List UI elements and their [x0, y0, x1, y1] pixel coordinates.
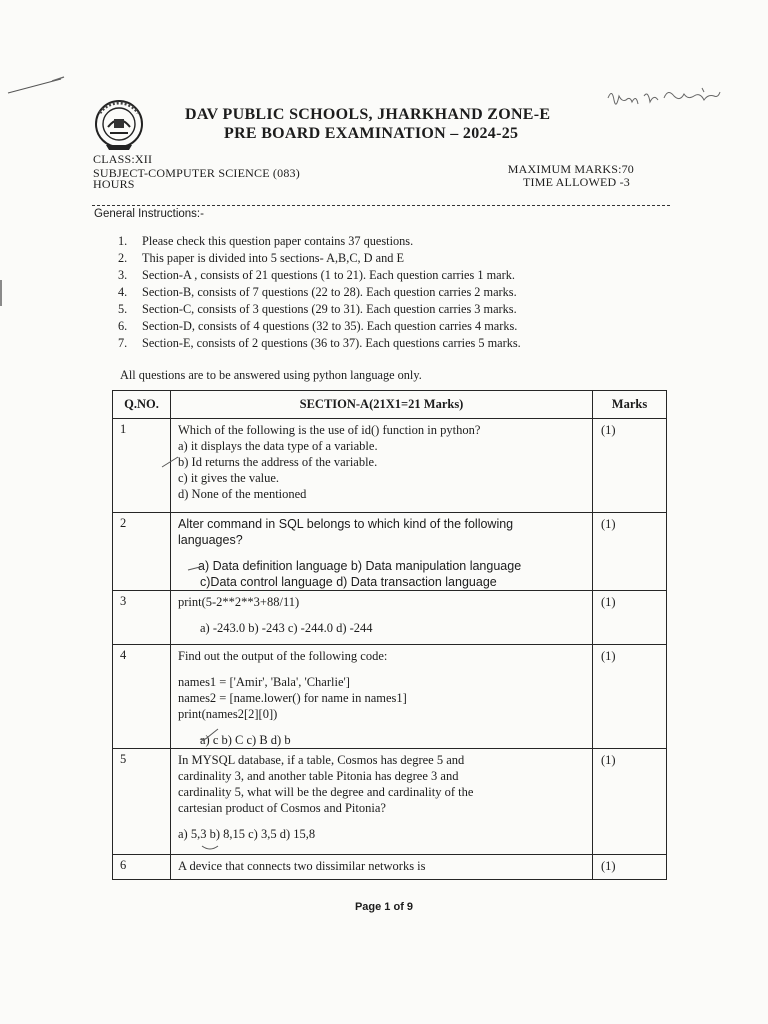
marks-header: Marks: [593, 391, 667, 419]
table-row: [113, 513, 667, 591]
question-text: Which of the following is the use of id() function in python? a) it displays the data type of a variable. b) Id returns the address of the variable. c) it gives the value. d) None of the mentioned: [171, 419, 593, 513]
table-row: [113, 749, 667, 855]
instruction-item: 4. Section-B, consists of 7 questions (22 to 28). Each question carries 2 marks.: [118, 285, 517, 299]
hours-label: HOURS: [93, 177, 135, 191]
instruction-item: 7. Section-E, consists of 2 questions (36 to 37). Each questions carries 5 marks.: [118, 336, 521, 350]
question-text: Alter command in SQL belongs to which kind of the following languages? a) Data definition language b) Data manipulation language c)Data control language d) Data transaction language: [171, 513, 593, 591]
exam-title: PRE BOARD EXAMINATION – 2024-25: [224, 125, 519, 142]
language-note: All questions are to be answered using python language only.: [120, 368, 422, 382]
question-marks: (1): [593, 419, 667, 513]
question-marks: (1): [593, 645, 667, 749]
question-text: print(5-2**2**3+88/11) a) -243.0 b) -243 c) -244.0 d) -244: [171, 591, 593, 645]
question-marks: (1): [593, 513, 667, 591]
instruction-item: 1. Please check this question paper contains 37 questions.: [118, 234, 414, 248]
max-marks: MAXIMUM MARKS:70: [507, 162, 634, 176]
subject-label: SUBJECT-COMPUTER SCIENCE (083): [93, 166, 300, 180]
answer-tick-mark: [186, 560, 206, 570]
table-row: [113, 855, 667, 880]
table-row: [113, 591, 667, 645]
question-marks: (1): [593, 591, 667, 645]
time-allowed: TIME ALLOWED -3: [523, 175, 630, 189]
qno-header: Q.NO.: [113, 391, 171, 419]
instruction-item: 5. Section-C, consists of 3 questions (29 to 31). Each question carries 3 marks.: [118, 302, 517, 316]
table-row: [113, 419, 667, 513]
scan-mark: [0, 280, 2, 306]
page-number: Page 1 of 9: [354, 901, 414, 913]
question-number: 3: [113, 591, 171, 645]
header-divider: [92, 205, 670, 206]
question-number: 2: [113, 513, 171, 591]
question-table: [112, 390, 667, 880]
table-header-row: [113, 391, 667, 419]
question-marks: (1): [593, 749, 667, 855]
instruction-item: 6. Section-D, consists of 4 questions (32 to 35). Each question carries 4 marks.: [118, 319, 518, 333]
instruction-item: 3. Section-A , consists of 21 questions (1 to 21). Each question carries 1 mark.: [118, 268, 515, 282]
question-number: 1: [113, 419, 171, 513]
instructions-heading: General Instructions:-: [94, 208, 204, 220]
signature-image: [604, 86, 722, 114]
pen-stroke: [6, 75, 66, 95]
answer-tick-mark: [200, 840, 220, 850]
question-text: In MYSQL database, if a table, Cosmos has degree 5 and cardinality 3, and another table Pitonia has degree 3 and cardinality 5, what will be the degree and cardinality of the cartesian product of Cosmos and Pitonia? a) 5,3 b) 8,15 c) 3,5 d) 15,8: [171, 749, 593, 855]
question-number: 6: [113, 855, 171, 880]
school-title: DAV PUBLIC SCHOOLS, JHARKHAND ZONE-E: [185, 106, 551, 123]
answer-tick-mark: [198, 727, 220, 743]
question-text: A device that connects two dissimilar networks is: [171, 855, 593, 880]
question-marks: (1): [593, 855, 667, 880]
question-number: 4: [113, 645, 171, 749]
school-logo-icon: [94, 99, 144, 151]
question-number: 5: [113, 749, 171, 855]
class-label: CLASS:XII: [93, 152, 153, 166]
section-header: SECTION-A(21X1=21 Marks): [171, 391, 593, 419]
table-row: [113, 645, 667, 749]
instruction-item: 2. This paper is divided into 5 sections- A,B,C, D and E: [118, 251, 404, 265]
answer-tick-mark: [160, 455, 180, 471]
question-text: Find out the output of the following code: names1 = ['Amir', 'Bala', 'Charlie'] names2 = [name.lower() for name in names1] print(names2[2][0]) a) c b) C c) B d) b: [171, 645, 593, 749]
